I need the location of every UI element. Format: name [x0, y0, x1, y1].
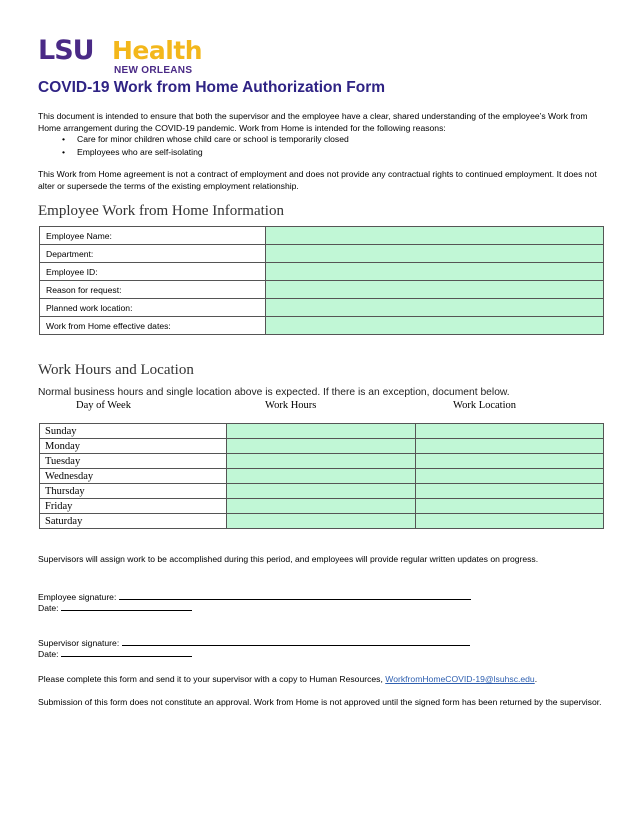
- employee-date-row: [38, 601, 192, 614]
- work-location-cell[interactable]: [415, 424, 603, 439]
- reason-field[interactable]: [266, 281, 604, 299]
- work-hours-field[interactable]: [227, 439, 415, 454]
- work-location-cell[interactable]: [415, 439, 603, 454]
- submit-end: .: [534, 674, 538, 684]
- employee-date-line[interactable]: [61, 601, 192, 611]
- hr-email-link[interactable]: WorkfromHomeCOVID-19@lsuhsc.edu: [385, 674, 535, 684]
- work-location-cell[interactable]: [415, 469, 603, 484]
- employee-name-field[interactable]: [266, 227, 604, 245]
- employee-id-field[interactable]: [266, 263, 604, 281]
- work-location-cell[interactable]: [415, 484, 603, 499]
- supervisor-date-line[interactable]: [61, 647, 192, 657]
- work-hours-field[interactable]: [227, 484, 415, 499]
- reason-item: • Employees who are self-isolating: [62, 146, 349, 159]
- table-row: [40, 439, 604, 454]
- employee-signature-line[interactable]: [119, 590, 471, 600]
- lsu-health-logo: [38, 35, 203, 78]
- work-hours-field[interactable]: [227, 469, 415, 484]
- field-label: Planned work location:: [40, 299, 266, 317]
- info-section-heading: Employee Work from Home Information: [38, 203, 284, 219]
- table-row: [40, 245, 604, 263]
- day-label: Sunday: [40, 424, 227, 439]
- work-hours-field[interactable]: [227, 454, 415, 469]
- department-field[interactable]: [266, 245, 604, 263]
- table-row: [40, 227, 604, 245]
- supervisor-note: Supervisors will assign work to be accomplished during this period, and employees will provide regular written updates on progress.: [38, 554, 539, 564]
- logo-health-text: Health: [112, 36, 203, 65]
- table-row: [40, 299, 604, 317]
- hours-section-heading: Work Hours and Location: [38, 362, 194, 378]
- field-label: Department:: [40, 245, 266, 263]
- field-label: Employee ID:: [40, 263, 266, 281]
- column-header-location: Work Location: [453, 400, 517, 411]
- table-row: [40, 454, 604, 469]
- hours-note: Normal business hours and single location above is expected. If there is an exception, document below.: [38, 387, 510, 398]
- work-location-cell[interactable]: [415, 514, 603, 529]
- employee-info-table: [39, 226, 604, 335]
- employee-signature-label: Employee signature:: [38, 592, 117, 602]
- reasons-list: [62, 133, 349, 159]
- table-row: [40, 263, 604, 281]
- form-title: COVID-19 Work from Home Authorization Form: [38, 79, 386, 96]
- table-row: [40, 317, 604, 335]
- submit-instructions: [38, 673, 610, 685]
- table-row: [40, 469, 604, 484]
- date-label: Date:: [38, 603, 59, 613]
- final-note: Submission of this form does not constitute an approval. Work from Home is not approved until the signed form has been returned by the supervisor.: [38, 697, 602, 707]
- effective-dates-field[interactable]: [266, 317, 604, 335]
- day-label: Tuesday: [40, 454, 227, 469]
- submit-text: Please complete this form and send it to your supervisor with a copy to Human Resources,: [38, 674, 383, 684]
- field-label: Reason for request:: [40, 281, 266, 299]
- disclaimer-paragraph: This Work from Home agreement is not a contract of employment and does not provide any contractual rights to continued employment. It does not alter or supersede the terms of the existing employment relationship.: [38, 169, 597, 191]
- day-label: Thursday: [40, 484, 227, 499]
- day-label: Monday: [40, 439, 227, 454]
- work-location-cell[interactable]: [415, 454, 603, 469]
- supervisor-signature-label: Supervisor signature:: [38, 638, 120, 648]
- table-row: [40, 514, 604, 529]
- table-row: [40, 424, 604, 439]
- work-hours-field[interactable]: [227, 514, 415, 529]
- supervisor-date-row: [38, 647, 192, 660]
- date-label: Date:: [38, 649, 59, 659]
- day-label: Friday: [40, 499, 227, 514]
- column-header-day: Day of Week: [76, 400, 131, 411]
- field-label: Work from Home effective dates:: [40, 317, 266, 335]
- day-label: Wednesday: [40, 469, 227, 484]
- reason-item: • Care for minor children whose child care or school is temporarily closed: [62, 133, 349, 146]
- logo-lsu-text: LSU: [38, 35, 94, 66]
- work-hours-field[interactable]: [227, 499, 415, 514]
- field-label: Employee Name:: [40, 227, 266, 245]
- work-hours-field[interactable]: [227, 424, 415, 439]
- work-hours-table: [39, 423, 604, 529]
- table-row: [40, 484, 604, 499]
- column-header-hours: Work Hours: [265, 400, 317, 411]
- work-location-cell[interactable]: [415, 499, 603, 514]
- work-location-field[interactable]: [266, 299, 604, 317]
- day-label: Saturday: [40, 514, 227, 529]
- table-row: [40, 499, 604, 514]
- intro-paragraph: This document is intended to ensure that both the supervisor and the employee have a clear, shared understanding of the employee’s Work from Home arrangement during the COVID-19 pandemic. Work from Home is intended for the following reasons:: [38, 111, 588, 133]
- supervisor-signature-line[interactable]: [122, 636, 470, 646]
- table-row: [40, 281, 604, 299]
- logo-subtitle: NEW ORLEANS: [114, 65, 193, 76]
